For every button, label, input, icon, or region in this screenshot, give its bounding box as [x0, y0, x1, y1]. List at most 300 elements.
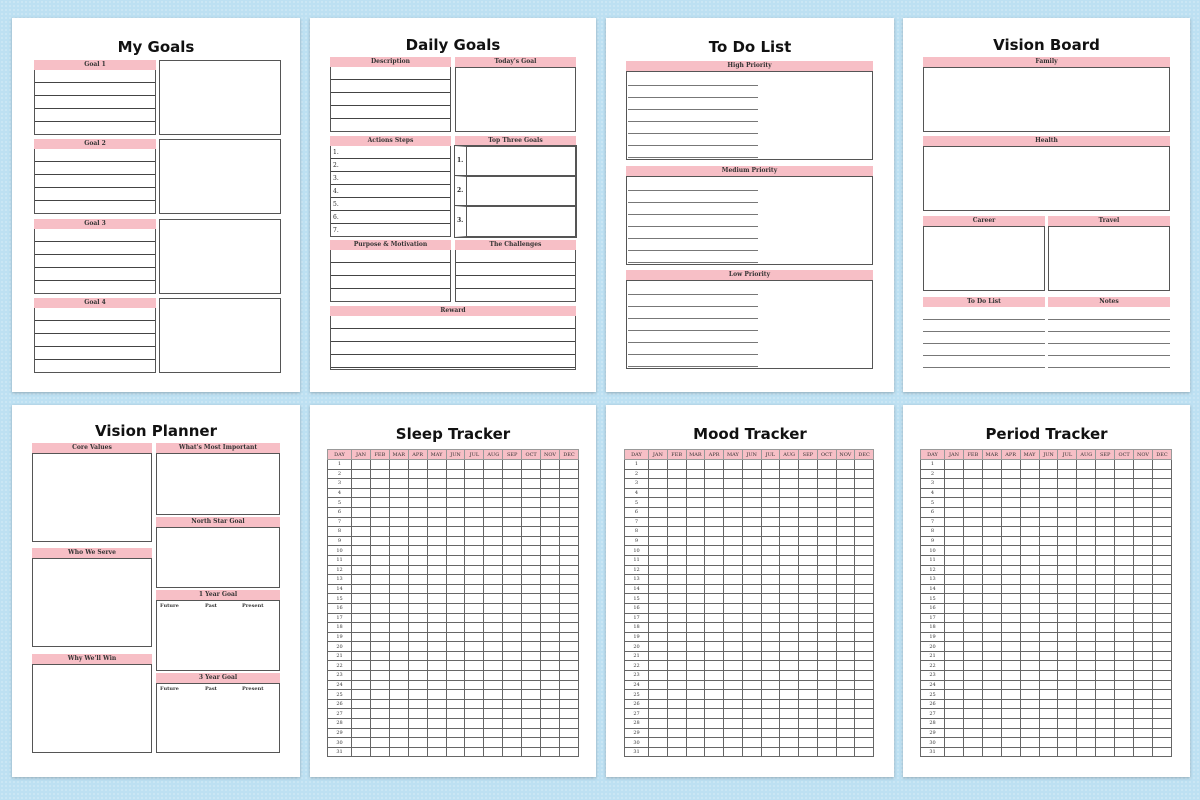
tracker-cell[interactable]	[465, 565, 484, 575]
tracker-cell[interactable]	[1039, 603, 1058, 613]
tracker-cell[interactable]	[370, 507, 389, 517]
tracker-cell[interactable]	[1020, 565, 1039, 575]
tracker-cell[interactable]	[963, 728, 982, 738]
tracker-cell[interactable]	[982, 747, 1001, 757]
tracker-cell[interactable]	[1115, 661, 1134, 671]
tracker-cell[interactable]	[1134, 479, 1153, 489]
tracker-cell[interactable]	[855, 680, 874, 690]
tracker-cell[interactable]	[724, 517, 743, 527]
tracker-cell[interactable]	[945, 632, 964, 642]
tracker-cell[interactable]	[1077, 536, 1096, 546]
tracker-cell[interactable]	[649, 651, 668, 661]
tracker-cell[interactable]	[780, 546, 799, 556]
tracker-cell[interactable]	[389, 651, 408, 661]
tracker-cell[interactable]	[389, 555, 408, 565]
tracker-cell[interactable]	[389, 565, 408, 575]
tracker-cell[interactable]	[1152, 603, 1171, 613]
tracker-cell[interactable]	[686, 555, 705, 565]
tracker-cell[interactable]	[427, 747, 446, 757]
tracker-cell[interactable]	[408, 479, 427, 489]
tracker-cell[interactable]	[649, 661, 668, 671]
tracker-cell[interactable]	[352, 460, 371, 470]
tracker-cell[interactable]	[649, 536, 668, 546]
tracker-cell[interactable]	[1115, 584, 1134, 594]
tracker-cell[interactable]	[1058, 699, 1077, 709]
tracker-cell[interactable]	[836, 507, 855, 517]
tracker-cell[interactable]	[945, 709, 964, 719]
tracker-cell[interactable]	[855, 690, 874, 700]
tracker-cell[interactable]	[667, 517, 686, 527]
tracker-cell[interactable]	[1096, 642, 1115, 652]
tracker-cell[interactable]	[446, 555, 465, 565]
tracker-cell[interactable]	[1058, 546, 1077, 556]
tracker-cell[interactable]	[503, 469, 522, 479]
tracker-cell[interactable]	[817, 613, 836, 623]
tracker-cell[interactable]	[484, 613, 503, 623]
tracker-cell[interactable]	[742, 690, 761, 700]
tracker-cell[interactable]	[1152, 488, 1171, 498]
tracker-cell[interactable]	[541, 642, 560, 652]
tracker-cell[interactable]	[559, 536, 578, 546]
tracker-cell[interactable]	[522, 642, 541, 652]
tracker-cell[interactable]	[1058, 603, 1077, 613]
tracker-cell[interactable]	[855, 738, 874, 748]
tracker-cell[interactable]	[1020, 699, 1039, 709]
tracker-cell[interactable]	[352, 546, 371, 556]
tracker-cell[interactable]	[686, 728, 705, 738]
tracker-cell[interactable]	[1001, 517, 1020, 527]
tracker-cell[interactable]	[799, 680, 818, 690]
tracker-cell[interactable]	[1020, 460, 1039, 470]
tracker-cell[interactable]	[1115, 546, 1134, 556]
tracker-cell[interactable]	[686, 738, 705, 748]
tracker-cell[interactable]	[522, 651, 541, 661]
tracker-cell[interactable]	[1152, 728, 1171, 738]
tracker-cell[interactable]	[484, 479, 503, 489]
tracker-cell[interactable]	[761, 661, 780, 671]
tracker-cell[interactable]	[799, 719, 818, 729]
tracker-cell[interactable]	[1096, 584, 1115, 594]
tracker-cell[interactable]	[370, 738, 389, 748]
tracker-cell[interactable]	[742, 575, 761, 585]
tracker-cell[interactable]	[1058, 747, 1077, 757]
tracker-cell[interactable]	[1058, 632, 1077, 642]
tracker-cell[interactable]	[780, 507, 799, 517]
tracker-cell[interactable]	[484, 623, 503, 633]
tracker-cell[interactable]	[503, 671, 522, 681]
tracker-cell[interactable]	[484, 747, 503, 757]
tracker-cell[interactable]	[370, 623, 389, 633]
tracker-cell[interactable]	[484, 527, 503, 537]
tracker-cell[interactable]	[352, 488, 371, 498]
goal-1-box[interactable]	[159, 60, 281, 135]
tracker-cell[interactable]	[1039, 546, 1058, 556]
tracker-cell[interactable]	[761, 488, 780, 498]
tracker-cell[interactable]	[522, 479, 541, 489]
tracker-cell[interactable]	[559, 651, 578, 661]
tracker-cell[interactable]	[1096, 719, 1115, 729]
tracker-cell[interactable]	[427, 603, 446, 613]
tracker-cell[interactable]	[780, 498, 799, 508]
tracker-cell[interactable]	[836, 584, 855, 594]
tracker-cell[interactable]	[446, 651, 465, 661]
tracker-cell[interactable]	[370, 632, 389, 642]
tracker-cell[interactable]	[945, 738, 964, 748]
tracker-cell[interactable]	[1115, 479, 1134, 489]
tracker-cell[interactable]	[780, 584, 799, 594]
tracker-cell[interactable]	[427, 690, 446, 700]
tracker-cell[interactable]	[1058, 738, 1077, 748]
tracker-cell[interactable]	[742, 680, 761, 690]
top-goal-1[interactable]	[455, 146, 576, 177]
tracker-cell[interactable]	[799, 671, 818, 681]
tracker-cell[interactable]	[982, 603, 1001, 613]
tracker-cell[interactable]	[649, 738, 668, 748]
tracker-cell[interactable]	[855, 488, 874, 498]
tracker-cell[interactable]	[945, 728, 964, 738]
tracker-cell[interactable]	[484, 661, 503, 671]
tracker-cell[interactable]	[963, 642, 982, 652]
tracker-cell[interactable]	[761, 527, 780, 537]
tracker-cell[interactable]	[465, 738, 484, 748]
tracker-cell[interactable]	[389, 479, 408, 489]
tracker-cell[interactable]	[1001, 594, 1020, 604]
tracker-cell[interactable]	[686, 460, 705, 470]
tracker-cell[interactable]	[1039, 527, 1058, 537]
tracker-cell[interactable]	[1077, 565, 1096, 575]
tracker-cell[interactable]	[465, 603, 484, 613]
tracker-cell[interactable]	[1115, 642, 1134, 652]
tracker-cell[interactable]	[1077, 699, 1096, 709]
tracker-cell[interactable]	[559, 479, 578, 489]
tracker-cell[interactable]	[408, 747, 427, 757]
tracker-cell[interactable]	[836, 479, 855, 489]
tracker-cell[interactable]	[855, 747, 874, 757]
tracker-cell[interactable]	[389, 584, 408, 594]
tracker-cell[interactable]	[799, 709, 818, 719]
tracker-cell[interactable]	[1096, 623, 1115, 633]
tracker-cell[interactable]	[667, 642, 686, 652]
tracker-cell[interactable]	[446, 632, 465, 642]
tracker-cell[interactable]	[352, 747, 371, 757]
tracker-cell[interactable]	[1058, 719, 1077, 729]
tracker-cell[interactable]	[1039, 632, 1058, 642]
tracker-cell[interactable]	[1058, 651, 1077, 661]
tracker-cell[interactable]	[389, 738, 408, 748]
tracker-cell[interactable]	[522, 584, 541, 594]
tracker-cell[interactable]	[705, 613, 724, 623]
action-steps-lines[interactable]	[330, 146, 451, 237]
tracker-cell[interactable]	[503, 680, 522, 690]
tracker-cell[interactable]	[1115, 575, 1134, 585]
tracker-cell[interactable]	[1020, 594, 1039, 604]
tracker-cell[interactable]	[352, 738, 371, 748]
tracker-cell[interactable]	[1039, 738, 1058, 748]
tracker-cell[interactable]	[389, 517, 408, 527]
tracker-cell[interactable]	[446, 747, 465, 757]
tracker-cell[interactable]	[1096, 555, 1115, 565]
tracker-cell[interactable]	[1020, 651, 1039, 661]
tracker-cell[interactable]	[686, 594, 705, 604]
tracker-cell[interactable]	[1058, 488, 1077, 498]
tracker-cell[interactable]	[1152, 623, 1171, 633]
tracker-cell[interactable]	[427, 719, 446, 729]
tracker-cell[interactable]	[446, 709, 465, 719]
tracker-cell[interactable]	[503, 555, 522, 565]
tracker-cell[interactable]	[1001, 527, 1020, 537]
tracker-cell[interactable]	[945, 594, 964, 604]
tracker-cell[interactable]	[649, 546, 668, 556]
tracker-cell[interactable]	[484, 632, 503, 642]
tracker-cell[interactable]	[780, 603, 799, 613]
tracker-cell[interactable]	[408, 613, 427, 623]
tracker-cell[interactable]	[408, 719, 427, 729]
tracker-cell[interactable]	[1096, 536, 1115, 546]
tracker-cell[interactable]	[724, 728, 743, 738]
tracker-cell[interactable]	[1020, 613, 1039, 623]
tracker-cell[interactable]	[667, 594, 686, 604]
tracker-cell[interactable]	[1115, 594, 1134, 604]
tracker-cell[interactable]	[1077, 651, 1096, 661]
tracker-cell[interactable]	[427, 488, 446, 498]
tracker-cell[interactable]	[1039, 623, 1058, 633]
tracker-cell[interactable]	[982, 738, 1001, 748]
tracker-cell[interactable]	[945, 680, 964, 690]
tracker-cell[interactable]	[1077, 488, 1096, 498]
tracker-cell[interactable]	[1020, 546, 1039, 556]
tracker-cell[interactable]	[1115, 603, 1134, 613]
tracker-cell[interactable]	[408, 709, 427, 719]
tracker-cell[interactable]	[1020, 661, 1039, 671]
tracker-cell[interactable]	[484, 719, 503, 729]
tracker-cell[interactable]	[1096, 690, 1115, 700]
tracker-cell[interactable]	[649, 584, 668, 594]
tracker-cell[interactable]	[817, 546, 836, 556]
tracker-cell[interactable]	[522, 488, 541, 498]
tracker-cell[interactable]	[963, 498, 982, 508]
tracker-cell[interactable]	[446, 469, 465, 479]
tracker-cell[interactable]	[465, 699, 484, 709]
tracker-cell[interactable]	[1115, 651, 1134, 661]
tracker-cell[interactable]	[427, 623, 446, 633]
tracker-cell[interactable]	[1134, 603, 1153, 613]
tracker-cell[interactable]	[836, 747, 855, 757]
tracker-cell[interactable]	[465, 680, 484, 690]
tracker-cell[interactable]	[945, 460, 964, 470]
tracker-cell[interactable]	[1077, 680, 1096, 690]
tracker-cell[interactable]	[559, 565, 578, 575]
tracker-cell[interactable]	[1001, 661, 1020, 671]
tracker-cell[interactable]	[559, 517, 578, 527]
tracker-cell[interactable]	[484, 738, 503, 748]
tracker-cell[interactable]	[1020, 738, 1039, 748]
tracker-cell[interactable]	[1077, 728, 1096, 738]
tracker-cell[interactable]	[982, 565, 1001, 575]
tracker-cell[interactable]	[465, 613, 484, 623]
tracker-cell[interactable]	[465, 709, 484, 719]
tracker-cell[interactable]	[686, 747, 705, 757]
tracker-cell[interactable]	[686, 632, 705, 642]
tracker-cell[interactable]	[1058, 575, 1077, 585]
tracker-cell[interactable]	[484, 709, 503, 719]
tracker-cell[interactable]	[1096, 507, 1115, 517]
tracker-cell[interactable]	[559, 603, 578, 613]
tracker-cell[interactable]	[370, 479, 389, 489]
tracker-cell[interactable]	[559, 594, 578, 604]
tracker-cell[interactable]	[945, 565, 964, 575]
tracker-cell[interactable]	[855, 661, 874, 671]
tracker-cell[interactable]	[465, 469, 484, 479]
tracker-cell[interactable]	[667, 469, 686, 479]
tracker-cell[interactable]	[799, 747, 818, 757]
tracker-cell[interactable]	[724, 507, 743, 517]
tracker-cell[interactable]	[1096, 728, 1115, 738]
tracker-cell[interactable]	[522, 575, 541, 585]
tracker-cell[interactable]	[427, 738, 446, 748]
tracker-cell[interactable]	[1096, 613, 1115, 623]
tracker-cell[interactable]	[667, 527, 686, 537]
tracker-cell[interactable]	[1001, 479, 1020, 489]
tracker-cell[interactable]	[686, 709, 705, 719]
tracker-cell[interactable]	[963, 623, 982, 633]
tracker-cell[interactable]	[724, 709, 743, 719]
tracker-cell[interactable]	[963, 661, 982, 671]
tracker-cell[interactable]	[408, 623, 427, 633]
tracker-cell[interactable]	[686, 613, 705, 623]
tracker-cell[interactable]	[522, 498, 541, 508]
tracker-cell[interactable]	[370, 690, 389, 700]
tracker-cell[interactable]	[408, 469, 427, 479]
tracker-cell[interactable]	[1077, 603, 1096, 613]
tracker-cell[interactable]	[522, 680, 541, 690]
tracker-cell[interactable]	[1096, 546, 1115, 556]
tracker-cell[interactable]	[522, 632, 541, 642]
tracker-cell[interactable]	[446, 738, 465, 748]
tracker-cell[interactable]	[352, 536, 371, 546]
tracker-cell[interactable]	[1096, 671, 1115, 681]
tracker-cell[interactable]	[742, 632, 761, 642]
tracker-cell[interactable]	[1152, 651, 1171, 661]
tracker-cell[interactable]	[427, 536, 446, 546]
tracker-cell[interactable]	[427, 594, 446, 604]
tracker-cell[interactable]	[836, 738, 855, 748]
tracker-cell[interactable]	[389, 498, 408, 508]
tracker-cell[interactable]	[503, 527, 522, 537]
tracker-cell[interactable]	[1020, 623, 1039, 633]
tracker-cell[interactable]	[408, 680, 427, 690]
tracker-cell[interactable]	[780, 661, 799, 671]
tracker-cell[interactable]	[724, 498, 743, 508]
tracker-cell[interactable]	[370, 536, 389, 546]
tracker-cell[interactable]	[446, 613, 465, 623]
tracker-cell[interactable]	[945, 642, 964, 652]
tracker-cell[interactable]	[742, 536, 761, 546]
tracker-cell[interactable]	[484, 699, 503, 709]
tracker-cell[interactable]	[541, 469, 560, 479]
tracker-cell[interactable]	[963, 738, 982, 748]
tracker-cell[interactable]	[465, 632, 484, 642]
tracker-cell[interactable]	[742, 671, 761, 681]
tracker-cell[interactable]	[389, 680, 408, 690]
tracker-cell[interactable]	[780, 469, 799, 479]
tracker-cell[interactable]	[522, 613, 541, 623]
tracker-cell[interactable]	[705, 594, 724, 604]
tracker-cell[interactable]	[1058, 613, 1077, 623]
tracker-cell[interactable]	[724, 623, 743, 633]
tracker-cell[interactable]	[855, 613, 874, 623]
tracker-cell[interactable]	[855, 642, 874, 652]
core-values-box[interactable]	[32, 453, 152, 542]
tracker-cell[interactable]	[780, 594, 799, 604]
tracker-cell[interactable]	[649, 699, 668, 709]
tracker-cell[interactable]	[1134, 719, 1153, 729]
tracker-cell[interactable]	[352, 498, 371, 508]
tracker-cell[interactable]	[522, 527, 541, 537]
tracker-cell[interactable]	[1134, 690, 1153, 700]
tracker-cell[interactable]	[742, 584, 761, 594]
tracker-cell[interactable]	[982, 613, 1001, 623]
tracker-cell[interactable]	[963, 603, 982, 613]
tracker-cell[interactable]	[836, 527, 855, 537]
tracker-cell[interactable]	[541, 623, 560, 633]
tracker-cell[interactable]	[389, 507, 408, 517]
tracker-cell[interactable]	[1115, 709, 1134, 719]
tracker-cell[interactable]	[742, 527, 761, 537]
tracker-cell[interactable]	[1096, 594, 1115, 604]
tracker-cell[interactable]	[799, 507, 818, 517]
tracker-cell[interactable]	[705, 661, 724, 671]
tracker-cell[interactable]	[408, 584, 427, 594]
tracker-cell[interactable]	[1039, 594, 1058, 604]
tracker-cell[interactable]	[1039, 747, 1058, 757]
tracker-cell[interactable]	[1020, 488, 1039, 498]
tracker-cell[interactable]	[780, 575, 799, 585]
tracker-cell[interactable]	[1152, 565, 1171, 575]
tracker-cell[interactable]	[780, 623, 799, 633]
tracker-cell[interactable]	[817, 460, 836, 470]
tracker-cell[interactable]	[522, 699, 541, 709]
period-tracker-table[interactable]	[920, 449, 1172, 757]
tracker-cell[interactable]	[1115, 747, 1134, 757]
tracker-cell[interactable]	[1020, 527, 1039, 537]
tracker-cell[interactable]	[742, 709, 761, 719]
tracker-cell[interactable]	[1152, 699, 1171, 709]
tracker-cell[interactable]	[559, 680, 578, 690]
tracker-cell[interactable]	[724, 642, 743, 652]
tracker-cell[interactable]	[799, 728, 818, 738]
tracker-cell[interactable]	[667, 575, 686, 585]
tracker-cell[interactable]	[1134, 527, 1153, 537]
tracker-cell[interactable]	[836, 546, 855, 556]
tracker-cell[interactable]	[1152, 747, 1171, 757]
tracker-cell[interactable]	[799, 613, 818, 623]
tracker-cell[interactable]	[780, 613, 799, 623]
tracker-cell[interactable]	[352, 603, 371, 613]
tracker-cell[interactable]	[1134, 661, 1153, 671]
tracker-cell[interactable]	[724, 632, 743, 642]
tracker-cell[interactable]	[649, 632, 668, 642]
tracker-cell[interactable]	[541, 527, 560, 537]
tracker-cell[interactable]	[982, 584, 1001, 594]
tracker-cell[interactable]	[522, 536, 541, 546]
tracker-cell[interactable]	[855, 527, 874, 537]
tracker-cell[interactable]	[446, 498, 465, 508]
top-goal-3[interactable]	[455, 206, 576, 237]
tracker-cell[interactable]	[705, 651, 724, 661]
tracker-cell[interactable]	[742, 555, 761, 565]
tracker-cell[interactable]	[1058, 498, 1077, 508]
tracker-cell[interactable]	[667, 661, 686, 671]
